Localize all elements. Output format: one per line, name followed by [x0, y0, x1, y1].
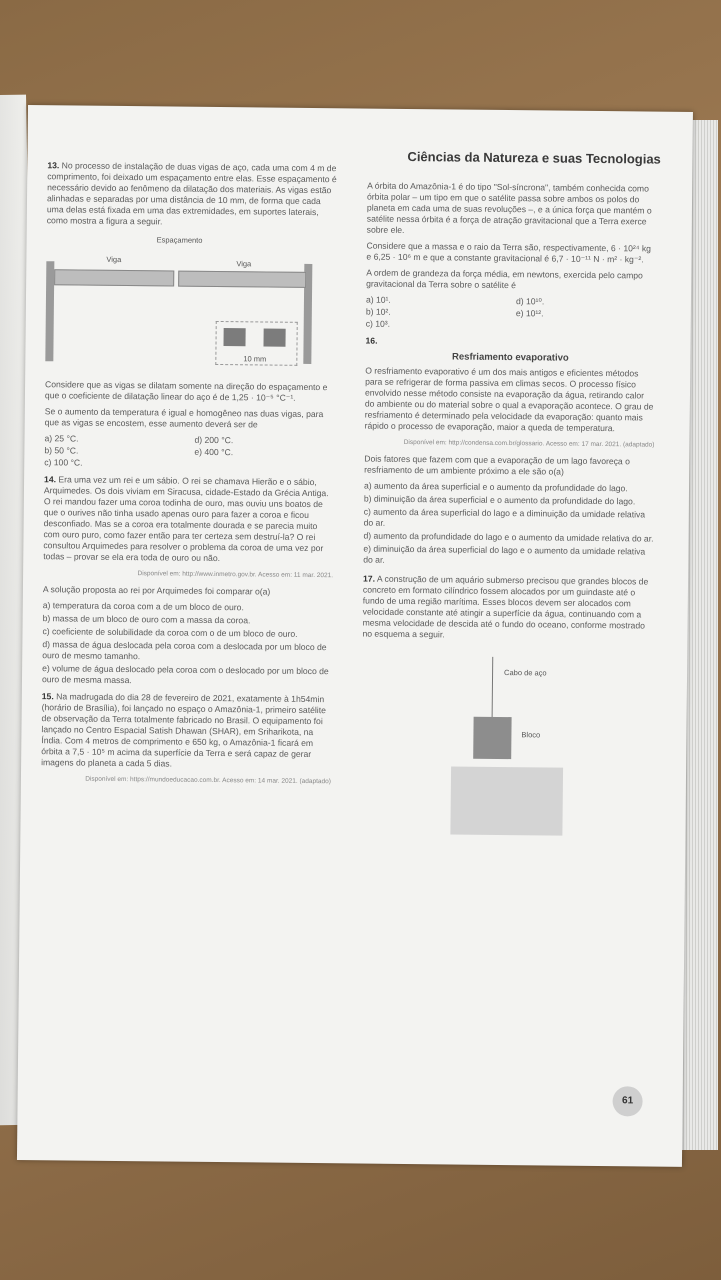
question-15-prompt: A ordem de grandeza da força média, em newtons, exercida pelo campo gravitacional da Terra sobre o satélite é	[366, 267, 643, 291]
option-a[interactable]: a) temperatura da coroa com a de um bloco de ouro.	[42, 600, 244, 613]
question-17-number: 17.	[363, 573, 376, 584]
concrete-block	[473, 717, 511, 759]
option-e[interactable]: e) volume de água deslocado pela coroa com o deslocado por um bloco de ouro de mesma massa.	[41, 663, 329, 686]
question-16-options	[363, 481, 654, 569]
option-b[interactable]: b) 10².	[365, 306, 391, 317]
option-a[interactable]: a) aumento da área superficial e o aumento da profundidade do lago.	[363, 480, 628, 494]
question-16-header	[365, 336, 655, 365]
page-number: 61	[612, 1086, 642, 1116]
question-15-text	[41, 691, 332, 771]
option-e[interactable]: e) diminuição da área superficial do lago e o aumento da umidade relativa do ar.	[363, 543, 646, 565]
left-beam-label: Viga	[106, 254, 122, 264]
question-17-text	[362, 574, 653, 643]
option-b[interactable]: b) massa de um bloco de ouro com a massa da coroa.	[42, 613, 251, 626]
question-13-number: 13.	[47, 160, 60, 171]
steel-cable	[492, 657, 494, 722]
option-c[interactable]: c) 100 °C.	[44, 457, 83, 468]
right-beam-label: Viga	[236, 259, 252, 269]
option-d[interactable]: d) aumento da profundidade do lago e o aumento da umidade relativa do ar.	[363, 530, 654, 544]
left-column	[41, 160, 338, 793]
option-c[interactable]: c) 10³.	[365, 318, 391, 329]
beams-figure	[45, 231, 316, 374]
question-16-number: 16.	[365, 335, 378, 346]
question-15-source: Disponível em: https://mundoeducacao.com.br. Acesso em: 14 mar. 2021. (adaptado)	[85, 775, 331, 786]
question-14-text	[43, 474, 334, 565]
question-15-options	[366, 295, 656, 333]
left-beam	[54, 269, 174, 286]
question-13-text	[47, 160, 338, 229]
question-13-coefficient: Considere que as vigas se dilatam somente na direção do espaçamento e que o coeficiente de dilatação linear do aço é de 1,25 · 10⁻⁵ °C⁻¹.	[44, 379, 328, 403]
gap-label: 10 mm	[243, 354, 267, 364]
spacing-label: Espaçamento	[156, 235, 203, 245]
right-column	[360, 181, 657, 834]
question-16-text: O resfriamento evaporativo é um dos mais antigos e eficientes métodos para se refrigerar de forma passiva em climas secos. O processo físico envolvido nesse método consiste na evaporação da água, retirando calor do ambiente ou do material sobre o qual a evaporação acontece. O grau de resfriamento é determinado pela velocidade da evaporação: quanto mais rápido o processo de evaporação, maior a queda de temperatura.	[364, 365, 654, 434]
question-16-source: Disponível em: http://condensa.com.br/glossario. Acesso em: 17 mar. 2021. (adaptado)	[403, 438, 655, 449]
question-17-statement: A construção de um aquário submerso precisou que grandes blocos de concreto em formato cilíndrico fossem alocados por um guindaste até o fundo de uma região marítima. Esses blocos devem ser alocados com velocidade constante até atingir a superfície da água, continuando com a mesma velocidade de descida até o fundo do oceano, conforme mostrado no esquema a seguir.	[362, 573, 649, 640]
question-14-options	[42, 600, 333, 688]
textbook-page	[17, 105, 693, 1167]
option-a[interactable]: a) 10¹.	[365, 294, 391, 305]
question-14-prompt: A solução proposta ao rei por Arquimedes foi comparar o(a)	[42, 584, 271, 597]
question-16-title: Resfriamento evaporativo	[451, 351, 569, 364]
question-13-options	[44, 433, 334, 471]
option-d[interactable]: d) massa de água deslocada pela coroa com a deslocada por um bloco de ouro de mesmo tamanho.	[42, 639, 327, 662]
question-15-constants: Considere que a massa e o raio da Terra são, respectivamente, 6 · 10²⁴ kg e 6,25 · 10⁶ m e que a constante gravitacional é 6,7 · 10⁻¹¹ N · m² · kg⁻².	[366, 240, 652, 265]
question-15-continuation: A órbita do Amazônia-1 é do tipo "Sol-síncrona", também conhecida como órbita polar – um tipo em que o satélite passa sobre ambos os polos do planeta em cada uma de suas revoluções –, e a única força que mantém o satélite nessa órbita é a força de atração gravitacional que a Terra exerce sobre ele.	[366, 180, 652, 235]
option-d[interactable]: d) 10¹⁰.	[515, 296, 545, 307]
question-13-prompt: Se o aumento da temperatura é igual e homogêneo nas duas vigas, para que as vigas se encostem, esse aumento deverá ser de	[44, 406, 324, 430]
cable-label: Cabo de aço	[504, 668, 547, 678]
option-c[interactable]: c) aumento da área superficial do lago e a diminuição da umidade relativa do ar.	[363, 506, 646, 528]
block-label: Bloco	[521, 730, 541, 740]
option-d[interactable]: d) 200 °C.	[194, 434, 234, 446]
option-e[interactable]: e) 400 °C.	[194, 446, 234, 458]
option-c[interactable]: c) coeficiente de solubilidade da coroa com o de um bloco de ouro.	[42, 626, 298, 639]
question-13-statement: No processo de instalação de duas vigas de aço, cada uma com 4 m de comprimento, foi deixado um espaçamento entre elas. Esse espaçamento é necessário devido ao fenômeno da dilatação dos materiais. As vigas estão alinhadas e separadas por uma distância de 10 mm, de forma que cada uma delas está fixada em uma das extremidades, em suportes laterais, como mostra a figura a seguir.	[46, 160, 337, 227]
option-b[interactable]: b) diminuição da área superficial e o aumento da profundidade do lago.	[363, 493, 636, 507]
crane-block-figure	[360, 646, 652, 834]
water-region	[450, 766, 563, 835]
question-15-statement: Na madrugada do dia 28 de fevereiro de 2021, exatamente à 1h54min (horário de Brasília), foi lançado no espaço o Amazônia-1, primeiro satélite de observação da Terra totalmente fabricado no Brasil. O equipamento foi lançado no Centro Espacial Satish Dhawan (SHAR), em Sriharikota, na Índia. Com 4 metros de comprimento e 650 kg, o Amazônia-1 ficará em órbita a 7,5 · 10⁵ m acima da superfície da Terra e será capaz de gerar imagens do planeta a cada 5 dias.	[41, 691, 326, 769]
right-beam	[178, 271, 306, 288]
option-b[interactable]: b) 50 °C.	[44, 445, 79, 456]
option-e[interactable]: e) 10¹².	[515, 308, 544, 319]
left-support	[45, 261, 54, 361]
page-header: Ciências da Natureza e suas Tecnologias	[407, 148, 661, 167]
question-15-number: 15.	[41, 691, 54, 702]
question-14-source: Disponível em: http://www.inmetro.gov.br. Acesso em: 11 mar. 2021.	[137, 570, 334, 580]
question-14-statement: Era uma vez um rei e um sábio. O rei se chamava Hierão e o sábio, Arquimedes. Os dois viviam em Siracusa, cidade-Estado da Grécia Antiga. O rei mandou fazer uma coroa todinha de ouro, mas ouviu uns boatos de que o ourives não tinha usado apenas ouro para fazer a coroa e ficou desconfiado. Mas se a coroa era totalmente dourada e se parecia muito com ouro puro, como fazer então para ter certeza sem destruí-la? O rei consultou Arquimedes para resolver o problema da coroa de uma vez por todas – provar se ela era toda de ouro ou não.	[43, 474, 329, 564]
question-14-number: 14.	[44, 474, 57, 485]
question-16-prompt: Dois fatores que fazem com que a evaporação de um lago favoreça o resfriamento de um ambiente próximo a ele são o(a)	[364, 453, 630, 477]
option-a[interactable]: a) 25 °C.	[44, 433, 79, 444]
